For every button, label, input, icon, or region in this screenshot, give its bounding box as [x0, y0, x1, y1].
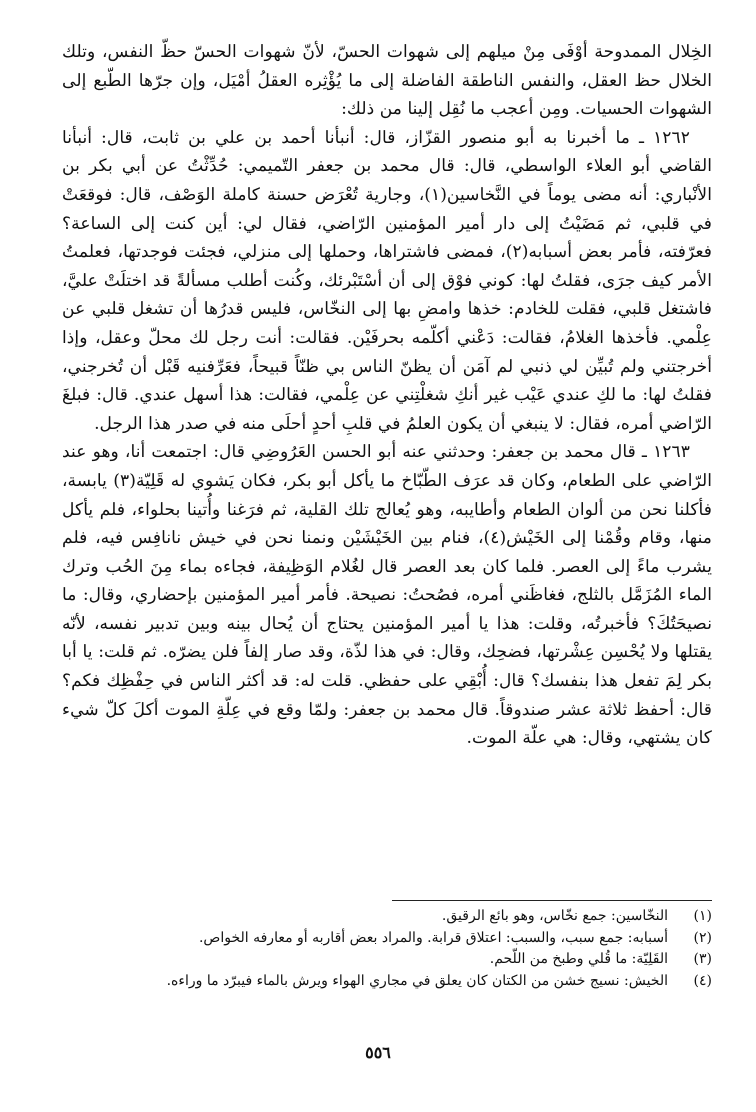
footnote-divider [392, 900, 712, 901]
paragraph-intro: الخِلال الممدوحة أوْفَى مِنْ ميلهم إلى شهوات الحسّ، لأنّ شهوات الحسّ حظّ النفس، وتلك الخلال حظ العقل، والنفس الناطقة الفاضلة إلى ما يُؤْثِره العقلُ أمْيَل، وإن جرّها الطّبع إلى الشهوات الحسيات. ومِن أعجب ما نُقِل إلينا من ذلك: [62, 42, 712, 120]
paragraph-1263: ١٢٦٣ ـ قال محمد بن جعفر: وحدثني عنه أبو الحسن العَرُوضِي قال: اجتمعت أنا، وهو عند الرّاضي على الطعام، وكان قد عرَف الطّبّاخ ما يأكل أبو بكر، فكان يَشوي له قَلِيّة(٣) يابسة، فأكلنا نحن من ألوان الطعام وأطايبه، وهو يُعالج تلك القلية، ثم فرَغنا وأُتينا بحلواء، فلم يأكل منها، وقام وقُمْنا إلى الخَيْش(٤)، فنام بين الخَيْشَيْن ونمنا نحن في خيش نانافِس فيه، فلم يشرب ماءً إلى العصر. فلما كان بعد العصر قال لغُلام الوَظِيفة، فجاءه بماء مِنَ الحُب وترك الماء المُزَمَّل بالثلج، فغاظَني أمره، فصُحتُ: نصيحة. فأمر أمير المؤمنين بإحضاري، وقال: ما نصيحَتُكَ؟ فأخبرتُه، وقلت: هذا يا أمير المؤمنين يحتاج أن يُحال بينه وبين تدبير نفسه، لأنّه يقتلها ولا يُحْسِن عِشْرتها، فضحِك، وقال: في هذا لذّة، وقد صار إلفاً فلن يضرّه. ثم قلت: يا أبا بكر لِمَ تفعل هذا بنفسك؟ قال: أُبْقِي على حفظي. قلت له: قد أكثر الناس في حِفْظِك فكم؟ قال: أحفظ ثلاثة عشر صندوقاً. قال محمد بن جعفر: ولمّا وقع في عِلّةِ الموت أكلَ كلّ شيء كان يشتهي، وقال: هي علّة الموت. [62, 442, 712, 749]
footnote-number: (٣) [693, 951, 712, 967]
footnote-number: (٢) [693, 929, 712, 946]
footnote-number: (١) [693, 908, 712, 924]
footnote-item [112, 928, 712, 950]
footnotes [112, 906, 712, 992]
paragraph-1262: ١٢٦٢ ـ ما أخبرنا به أبو منصور القزّاز، قال: أنبأنا أحمد بن علي بن ثابت، قال: أنبأنا القاضي أبو العلاء الواسطي، قال: قال محمد بن جعفر التّميمي: حُدِّثْتُ عن أبي بكر بن الأنْباري: أنه مضى يوماً في النَّخاسين(١)، وجارية تُعْرَض حسنة كاملة الوَصْف، قال: فوقعَتْ في قلبي، ثم مَضَيْتُ إلى دار أمير المؤمنين الرّاضي، فقال لي: أين كنت إلى الساعة؟ فعرّفته، فأمر بعض أسبابه(٢)، فمضى فاشتراها، وحملها إلى منزلي، فجئت فوجدتها، فعلمتُ الأمر كيف جرَى، فقلتُ لها: كوني فوْق إلى أن أسْتَبْرئك، وكُنت أطلب مسألةً قد اختلَتْ عليَّ، فاشتغل قلبي، فقلت للخادم: خذها وامضِ بها إلى النخّاس، فليس قدرُها أن تشغل قلبي عن عِلْمي. فأخذها الغلامُ، فقالت: دَعْني أكلّمه بحرفَيْن. فقالت: أنت رجل لك محلّ وعقل، وإذا أخرجتني ولم تُبيِّن لي ذنبي لم آمَن أن يظنّ الناس بي ظنّاً قبيحاً، فعَرِّفنيه قَبْل أن تُخرجني، فقلتُ لها: ما لكِ عندي عَيْب غير أنكِ شغلْتِني عن عِلْمي، فقالت: هذا أسهل عندي. قال: فبلغَ الرّاضي أمره، فقال: لا ينبغي أن يكون العلمُ في قلبِ أحدٍ أحلَى منه في صدر هذا الرجل. [62, 127, 712, 434]
main-text [62, 38, 712, 753]
footnote-number: (٤) [693, 972, 712, 989]
footnote-text: الخيش: نسيج خشن من الكتان كان يعلق في مجاري الهواء ويرش بالماء فيبرّد ما وراءه. [166, 972, 668, 989]
page-number: ٥٥٦ [365, 1043, 391, 1062]
footnote-text: أسبابه: جمع سبب، والسبب: اعتلاق قرابة. والمراد بعض أقاربه أو معارفه الخواص. [198, 929, 668, 946]
page-content [62, 38, 712, 753]
footnote-item [112, 949, 712, 971]
footnote-text: النخّاسين: جمع نخّاس، وهو بائع الرقيق. [441, 908, 668, 924]
footnote-item [112, 971, 712, 993]
footnote-text: القَلِيّة: ما قُلي وطبخ من اللّحم. [489, 951, 668, 967]
footnote-item [112, 906, 712, 928]
